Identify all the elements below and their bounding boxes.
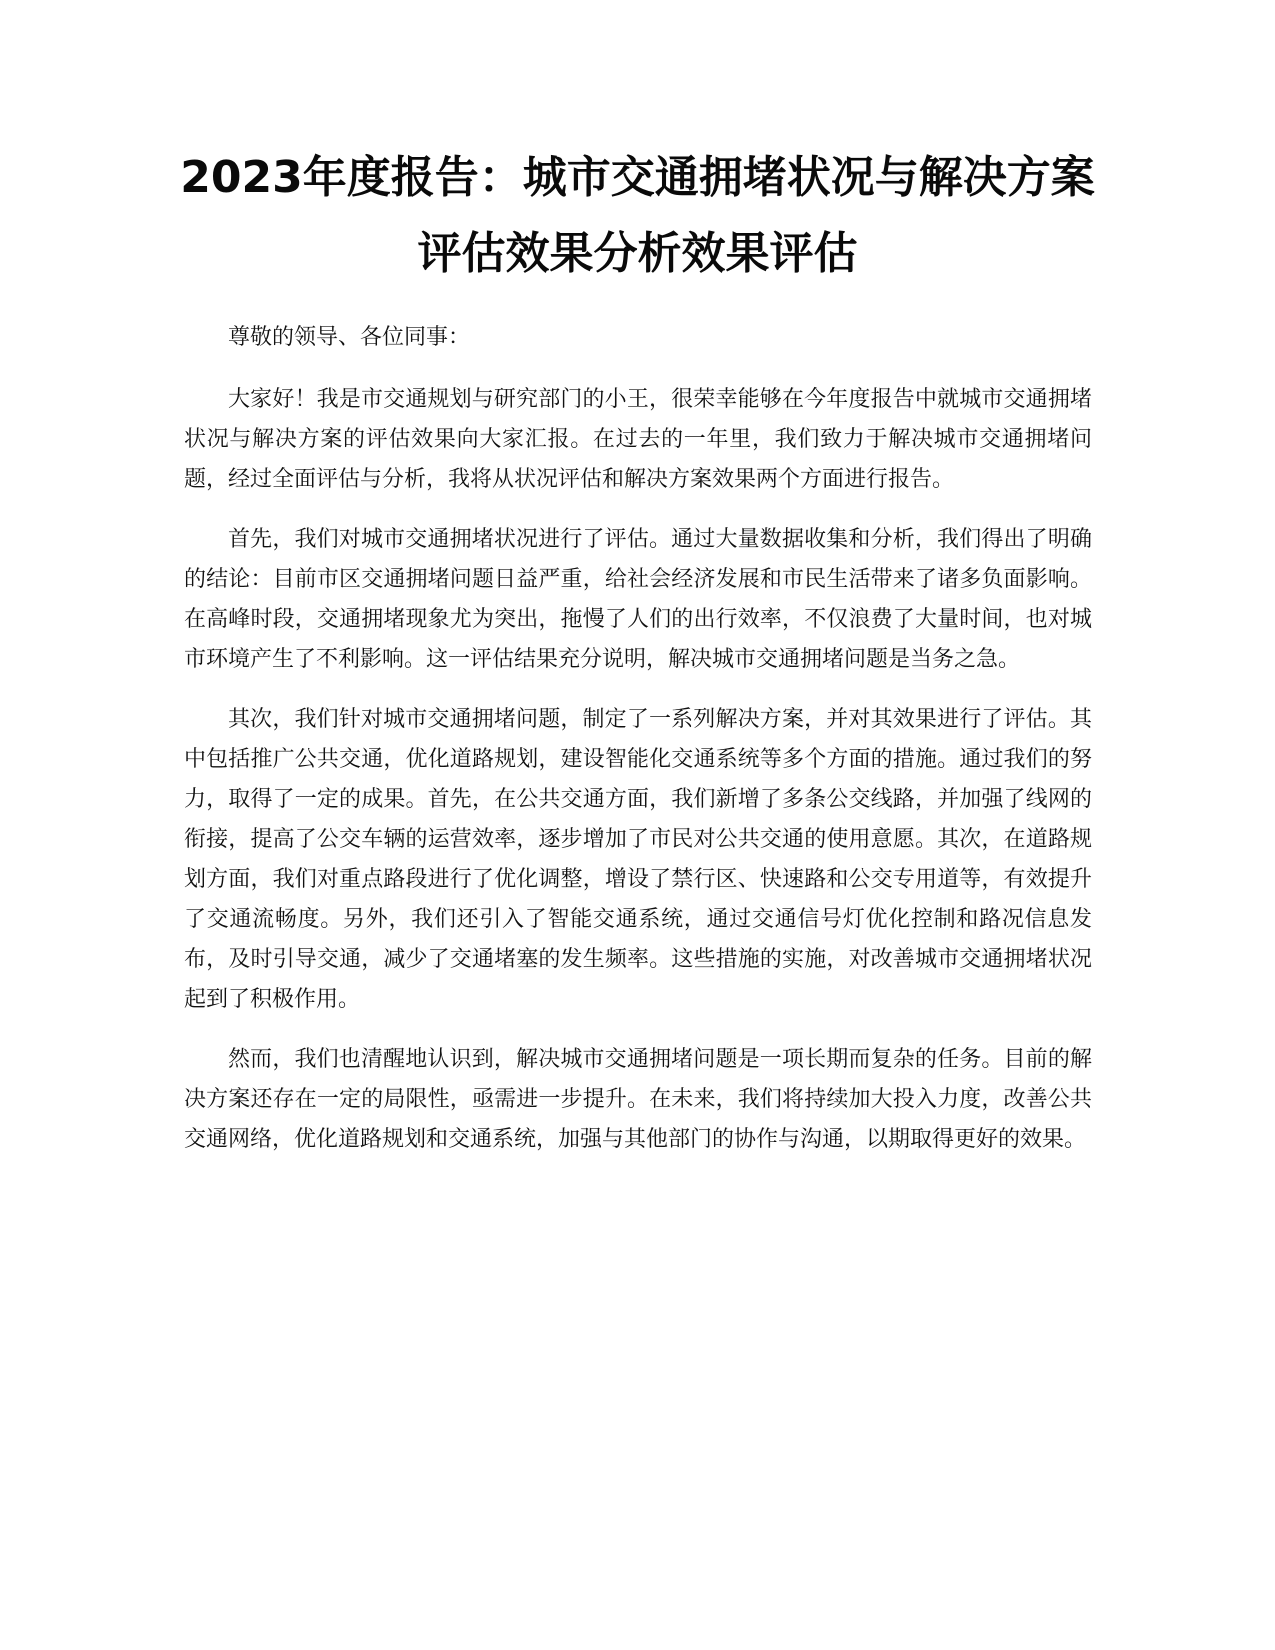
greeting-paragraph: 尊敬的领导、各位同事：	[228, 325, 471, 350]
outlook-paragraph: 然而，我们也清醒地认识到，解决城市交通拥堵问题是一项长期而复杂的任务。目前的解决方案还存在一定的局限性，亟需进一步提升。在未来，我们将持续加大投入力度，改善公共交通网络，优化道路规划和交通系统，加强与其他部门的协作与沟通，以期取得更好的效果。	[184, 1047, 1092, 1152]
solutions-paragraph: 其次，我们针对城市交通拥堵问题，制定了一系列解决方案，并对其效果进行了评估。其中包括推广公共交通，优化道路规划，建设智能化交通系统等多个方面的措施。通过我们的努力，取得了一定的成果。首先，在公共交通方面，我们新增了多条公交线路，并加强了线网的衔接，提高了公交车辆的运营效率，逐步增加了市民对公共交通的使用意愿。其次，在道路规划方面，我们对重点路段进行了优化调整，增设了禁行区、快速路和公交专用道等，有效提升了交通流畅度。另外，我们还引入了智能交通系统，通过交通信号灯优化控制和路况信息发布，及时引导交通，减少了交通堵塞的发生频率。这些措施的实施，对改善城市交通拥堵状况起到了积极作用。	[184, 707, 1092, 1012]
intro-paragraph: 大家好！我是市交通规划与研究部门的小王，很荣幸能够在今年度报告中就城市交通拥堵状况与解决方案的评估效果向大家汇报。在过去的一年里，我们致力于解决城市交通拥堵问题，经过全面评估与分析，我将从状况评估和解决方案效果两个方面进行报告。	[184, 387, 1092, 492]
assessment-paragraph: 首先，我们对城市交通拥堵状况进行了评估。通过大量数据收集和分析，我们得出了明确的结论：目前市区交通拥堵问题日益严重，给社会经济发展和市民生活带来了诸多负面影响。在高峰时段，交通拥堵现象尤为突出，拖慢了人们的出行效率，不仅浪费了大量时间，也对城市环境产生了不利影响。这一评估结果充分说明，解决城市交通拥堵问题是当务之急。	[184, 527, 1092, 672]
document-body	[184, 318, 1092, 1180]
document-title: 2023年度报告：城市交通拥堵状况与解决方案评估效果分析效果评估	[180, 152, 1095, 279]
